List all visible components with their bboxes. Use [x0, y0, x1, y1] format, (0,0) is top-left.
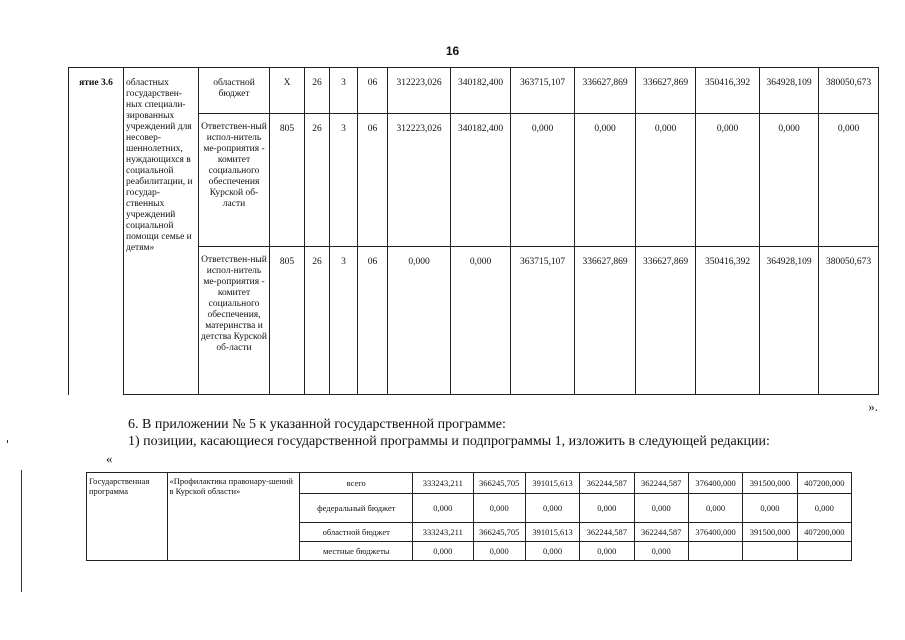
- value-cell: 336627,869: [636, 68, 696, 114]
- rz-cell: 26: [305, 114, 330, 247]
- pr-cell: 3: [330, 247, 358, 395]
- page-number: 16: [445, 44, 460, 58]
- value-cell: 362244,587: [634, 473, 688, 494]
- paragraph-1: 1) позиции, касающиеся государственной программы и подпрограммы 1, изложить в следующей редакции:: [128, 434, 770, 449]
- value-cell: 0,000: [525, 542, 579, 561]
- funding-source-cell: областной бюджет: [199, 68, 270, 114]
- value-cell: 363715,107: [511, 247, 575, 395]
- funding-source-cell: Ответствен-ный испол-нитель ме-роприятия - комитет социального обеспечения, материнства и детства Курской об-ласти: [199, 247, 270, 395]
- value-cell: 362244,587: [580, 523, 634, 542]
- value-cell: 0,000: [580, 542, 634, 561]
- value-cell: 336627,869: [575, 247, 636, 395]
- value-cell: 0,000: [634, 542, 688, 561]
- table-row: [87, 473, 852, 494]
- value-cell: 340182,400: [451, 114, 511, 247]
- csr-cell: 06: [358, 247, 388, 395]
- value-cell: 0,000: [511, 114, 575, 247]
- value-cell: 0,000: [634, 494, 688, 523]
- item-number-cell: ятие 3.6: [69, 68, 124, 395]
- funding-source-cell: Ответствен-ный испол-нитель ме-роприятия - комитет социального обеспечения Курской об-ласти: [199, 114, 270, 247]
- value-cell: 364928,109: [760, 247, 819, 395]
- value-cell: 0,000: [388, 247, 451, 395]
- value-cell: 0,000: [819, 114, 879, 247]
- value-cell: [797, 542, 851, 561]
- funding-source-cell: областной бюджет: [300, 523, 413, 542]
- value-cell: 0,000: [760, 114, 819, 247]
- value-cell: 391500,000: [743, 473, 797, 494]
- rz-cell: 26: [305, 247, 330, 395]
- value-cell: 407200,000: [797, 473, 851, 494]
- value-cell: 391015,613: [525, 473, 579, 494]
- value-cell: 366245,705: [473, 473, 525, 494]
- value-cell: 336627,869: [636, 247, 696, 395]
- value-cell: 336627,869: [575, 68, 636, 114]
- rz-cell: 26: [305, 68, 330, 114]
- pr-cell: 3: [330, 68, 358, 114]
- value-cell: 0,000: [575, 114, 636, 247]
- funding-source-cell: федеральный бюджет: [300, 494, 413, 523]
- grbs-cell: 805: [270, 114, 305, 247]
- value-cell: 0,000: [688, 494, 742, 523]
- paragraph-6: 6. В приложении № 5 к указанной государственной программе:: [128, 417, 506, 432]
- value-cell: 0,000: [580, 494, 634, 523]
- csr-cell: 06: [358, 68, 388, 114]
- value-cell: 333243,211: [413, 473, 473, 494]
- status-cell: Государственная программа: [87, 473, 168, 561]
- opening-quote: «: [106, 451, 113, 466]
- grbs-cell: 805: [270, 247, 305, 395]
- value-cell: 366245,705: [473, 523, 525, 542]
- funding-source-cell: местные бюджеты: [300, 542, 413, 561]
- value-cell: 380050,673: [819, 247, 879, 395]
- value-cell: [688, 542, 742, 561]
- value-cell: [743, 542, 797, 561]
- value-cell: 312223,026: [388, 68, 451, 114]
- value-cell: 350416,392: [696, 247, 760, 395]
- closing-quote: ».: [868, 399, 878, 414]
- value-cell: 0,000: [797, 494, 851, 523]
- value-cell: 364928,109: [760, 68, 819, 114]
- value-cell: 376400,000: [688, 473, 742, 494]
- value-cell: 350416,392: [696, 68, 760, 114]
- value-cell: 0,000: [473, 494, 525, 523]
- scan-margin-line: [21, 470, 22, 592]
- funding-table-bottom: [86, 472, 852, 561]
- csr-cell: 06: [358, 114, 388, 247]
- event-name-cell: областных государствен-ных специали-зированных учреждений для несовер-шеннолетних, нуждающихся в социальной реабилитации, и государ-ственных учреждений социальной помощи семье и детям»: [124, 68, 199, 395]
- value-cell: 391015,613: [525, 523, 579, 542]
- scan-margin-line: [7, 440, 8, 443]
- value-cell: 340182,400: [451, 68, 511, 114]
- value-cell: 0,000: [636, 114, 696, 247]
- value-cell: 333243,211: [413, 523, 473, 542]
- value-cell: 363715,107: [511, 68, 575, 114]
- value-cell: 391500,000: [743, 523, 797, 542]
- value-cell: 0,000: [525, 494, 579, 523]
- value-cell: 312223,026: [388, 114, 451, 247]
- funding-source-cell: всего: [300, 473, 413, 494]
- program-name-cell: «Профилактика правонару-шений в Курской области»: [167, 473, 300, 561]
- value-cell: 380050,673: [819, 68, 879, 114]
- table-row: [69, 68, 879, 114]
- value-cell: 362244,587: [580, 473, 634, 494]
- value-cell: 362244,587: [634, 523, 688, 542]
- value-cell: 376400,000: [688, 523, 742, 542]
- value-cell: 0,000: [696, 114, 760, 247]
- value-cell: 0,000: [743, 494, 797, 523]
- grbs-cell: Х: [270, 68, 305, 114]
- value-cell: 0,000: [413, 494, 473, 523]
- funding-table-top: [68, 67, 879, 395]
- pr-cell: 3: [330, 114, 358, 247]
- value-cell: 0,000: [451, 247, 511, 395]
- value-cell: 407200,000: [797, 523, 851, 542]
- value-cell: 0,000: [413, 542, 473, 561]
- value-cell: 0,000: [473, 542, 525, 561]
